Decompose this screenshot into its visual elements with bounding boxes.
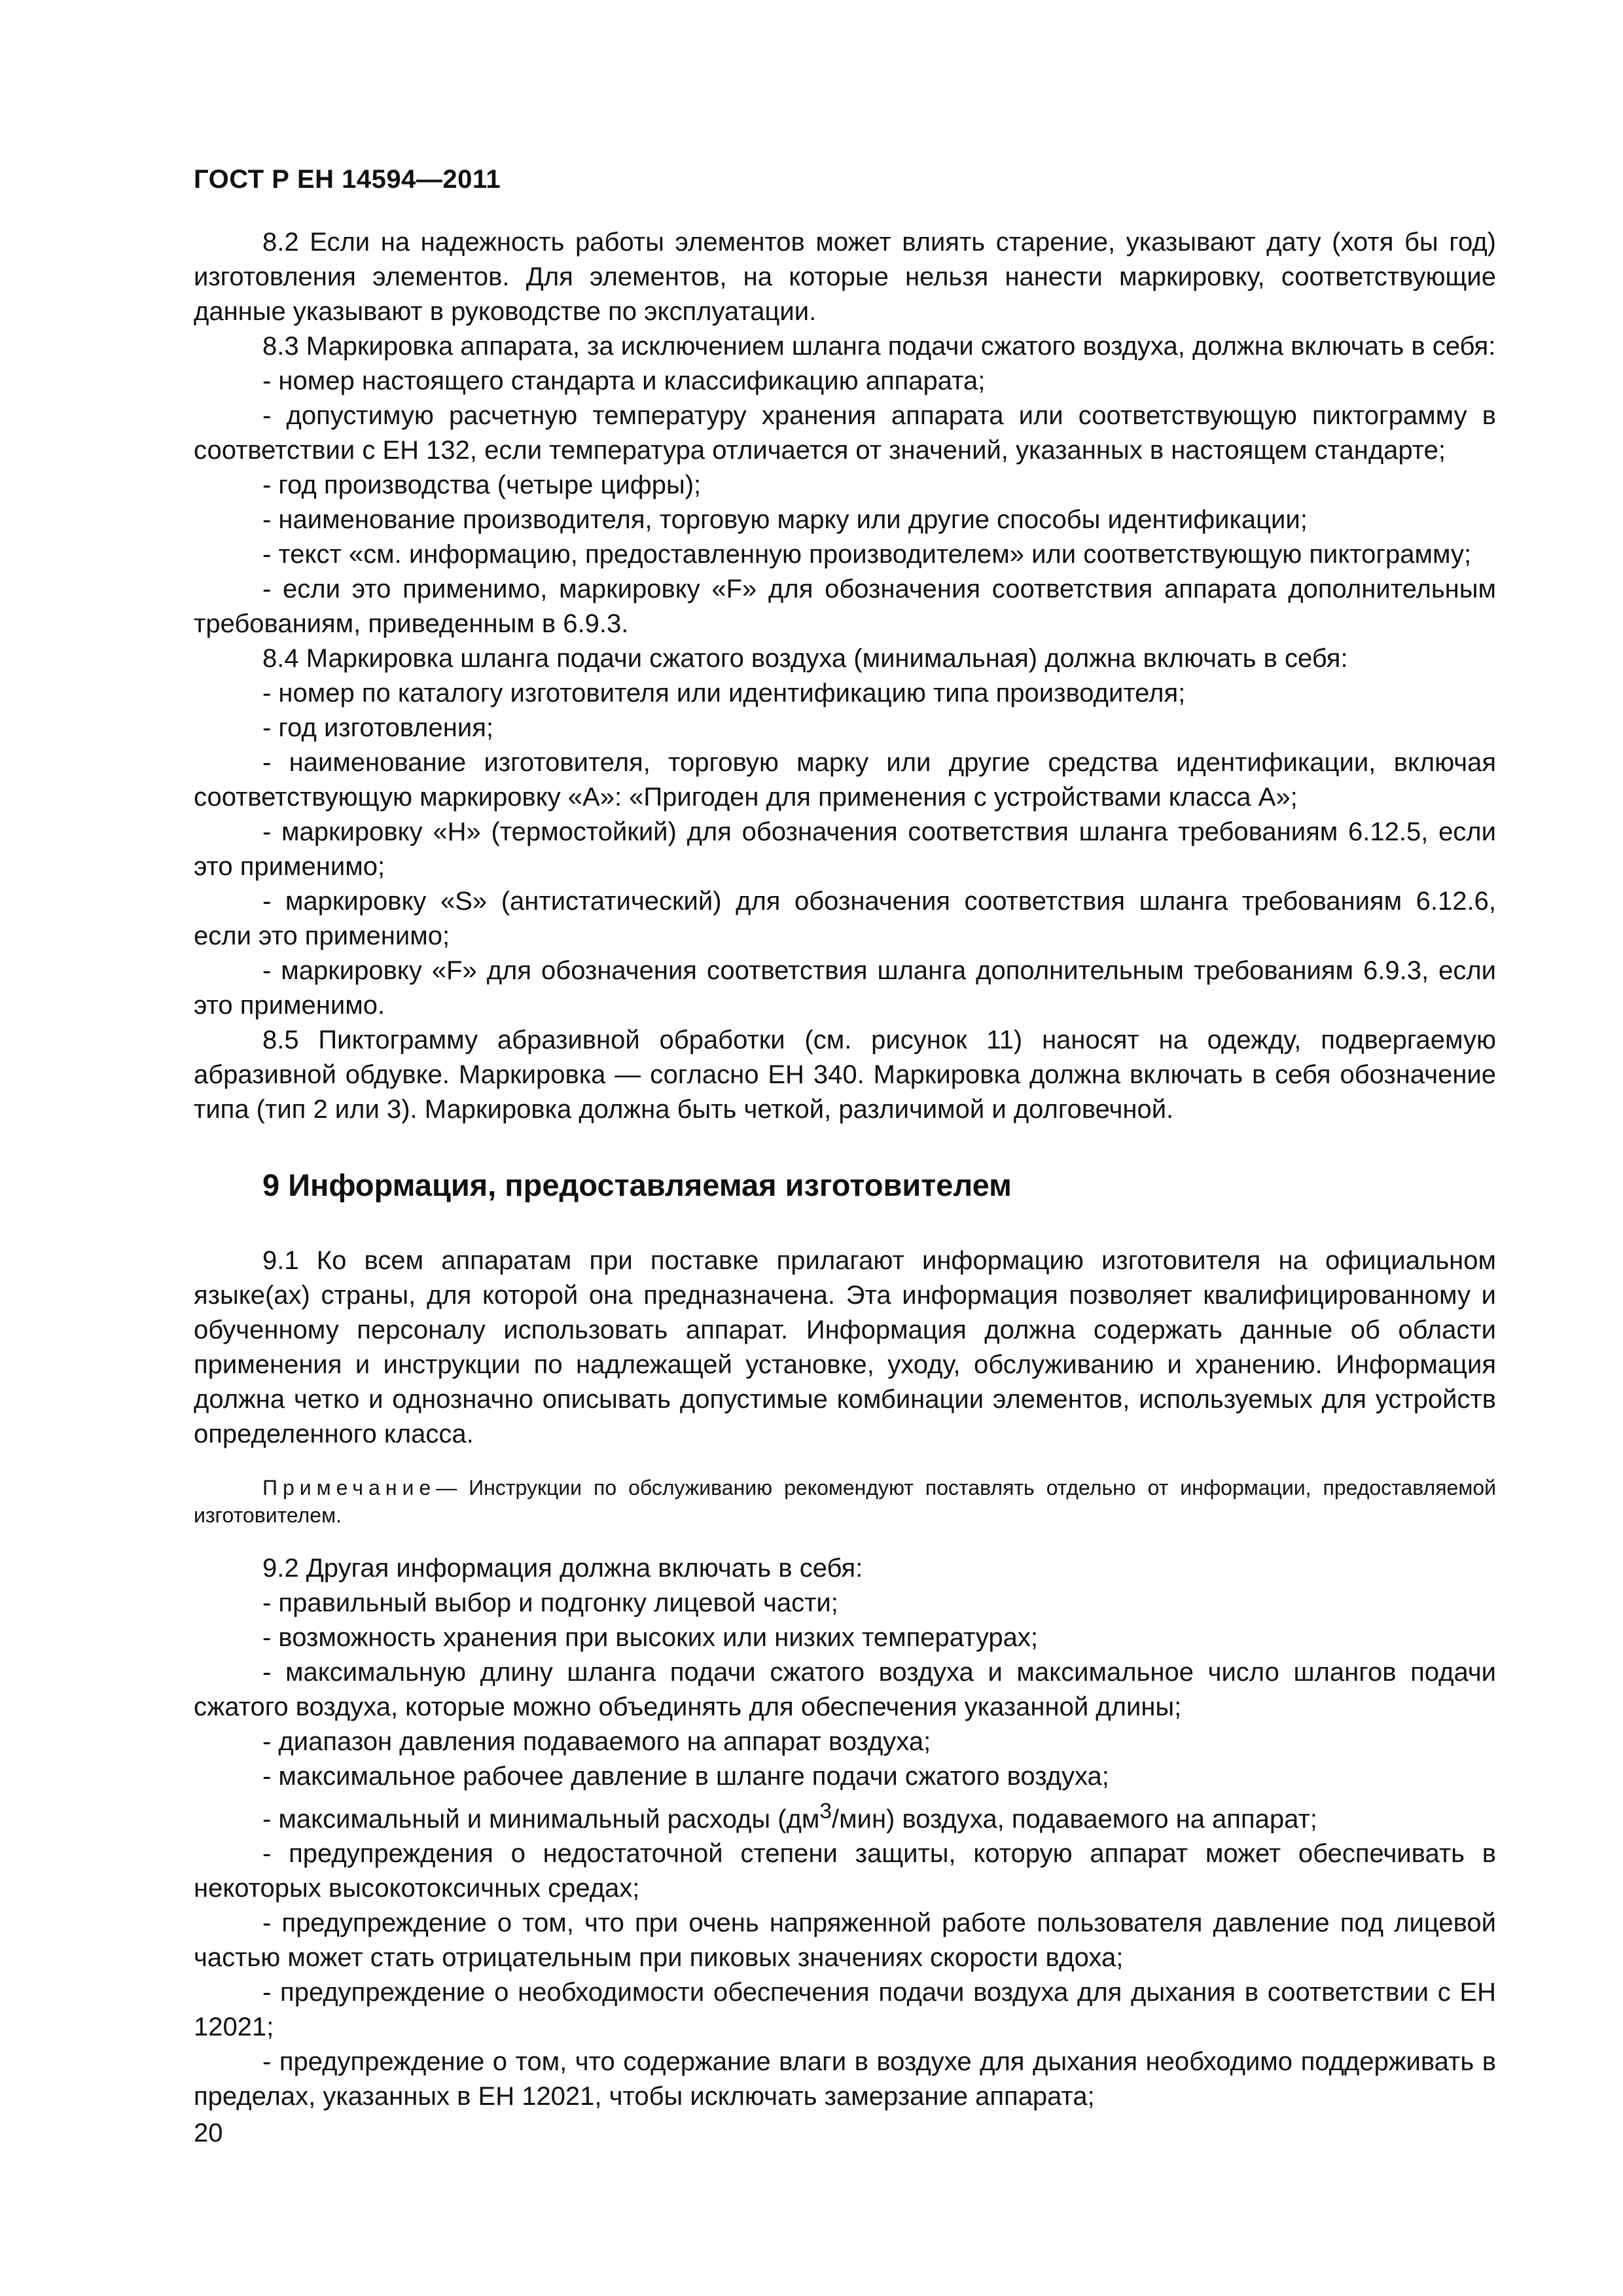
list-item: - максимальную длину шланга подачи сжатого воздуха и максимальное число шлангов подачи сжатого воздуха, которые можно объединять для обеспечения указанной длины; [194, 1658, 1496, 1721]
list-item: - номер настоящего стандарта и классификацию аппарата; [262, 367, 986, 395]
section-9-heading: 9 Информация, предоставляемая изготовителем [262, 1168, 1012, 1202]
list-item: - год производства (четыре цифры); [262, 471, 702, 499]
paragraph-8-5: 8.5 Пиктограмму абразивной обработки (см. рисунок 11) наносят на одежду, подвергаемую абразивной обдувке. Маркировка — согласно ЕН 340. Маркировка должна включать в себя обозначение типа (тип 2 или 3). Маркировка должна быть четкой, различимой и долговечной. [194, 1026, 1496, 1124]
list-item: - правильный выбор и подгонку лицевой части; [262, 1588, 838, 1617]
list-item-flow-rate [194, 1794, 1496, 1837]
list-item: - предупреждение о том, что при очень напряженной работе пользователя давление под лицевой частью может стать отрицательным при пиковых значениях скорости вдоха; [194, 1909, 1496, 1973]
paragraph-9-1: 9.1 Ко всем аппаратам при поставке прилагают информацию изготовителя на официальном языке(ах) страны, для которой она предназначена. Эта информация позволяет квалифицированному и обученному персоналу использовать аппарат. Информация должна содержать данные об области применения и инструкции по надлежащей установке, уходу, обслуживанию и хранению. Информация должна четко и однозначно описывать допустимые комбинации элементов, используемых для устройств определенного класса. [194, 1246, 1496, 1448]
paragraph-8-2: 8.2 Если на надежность работы элементов может влиять старение, указывают дату (хотя бы год) изготовления элементов. Для элементов, на которые нельзя нанести маркировку, соответствующие данные указывают в руководстве по эксплуатации. [194, 228, 1496, 326]
list-item: - диапазон давления подаваемого на аппарат воздуха; [262, 1727, 931, 1756]
note-label: Примечание [262, 1476, 437, 1499]
list-item: - предупреждения о недостаточной степени защиты, которую аппарат может обеспечивать в некоторых высокотоксичных средах; [194, 1839, 1496, 1903]
page-content [194, 225, 1496, 2114]
note-text: — Инструкции по обслуживанию рекомендуют поставлять отдельно от информации, предоставляемой изготовителем. [194, 1476, 1496, 1527]
list-item: - если это применимо, маркировку «F» для обозначения соответствия аппарата дополнительным требованиям, приведенным в 6.9.3. [194, 575, 1496, 638]
flow-text-before: - максимальный и минимальный расходы (дм [262, 1804, 820, 1834]
list-item: - маркировку «F» для обозначения соответствия шланга дополнительным требованиям 6.9.3, если это применимо. [194, 956, 1496, 1020]
list-item: - допустимую расчетную температуру хранения аппарата или соответствующую пиктограмму в соответствии с ЕН 132, если температура отличается от значений, указанных в настоящем стандарте; [194, 401, 1496, 465]
list-item: - возможность хранения при высоких или низких температурах; [262, 1623, 1039, 1652]
list-item: - предупреждение о том, что содержание влаги в воздухе для дыхания необходимо поддерживать в пределах, указанных в ЕН 12021, чтобы исключать замерзание аппарата; [194, 2047, 1496, 2111]
flow-superscript: 3 [819, 1799, 832, 1823]
page-number: 20 [194, 2119, 223, 2147]
list-item: - маркировку «S» (антистатический) для обозначения соответствия шланга требованиям 6.12.6, если это применимо; [194, 887, 1496, 950]
paragraph-9-2: 9.2 Другая информация должна включать в себя: [262, 1554, 863, 1583]
list-item: - наименование изготовителя, торговую марку или другие средства идентификации, включая соответствующую маркировку «А»: «Пригоден для применения с устройствами класса А»; [194, 748, 1496, 812]
flow-text-after: /мин) воздуха, подаваемого на аппарат; [831, 1804, 1317, 1834]
list-item: - наименование производителя, торговую марку или другие способы идентификации; [262, 505, 1308, 534]
list-item: - текст «см. информацию, предоставленную производителем» или соответствующую пиктограмму; [262, 540, 1472, 569]
paragraph-8-4: 8.4 Маркировка шланга подачи сжатого воздуха (минимальная) должна включать в себя: [262, 644, 1348, 673]
list-item: - номер по каталогу изготовителя или идентификацию типа производителя; [262, 679, 1186, 708]
note [194, 1474, 1496, 1529]
list-item: - год изготовления; [262, 713, 493, 742]
paragraph-8-3: 8.3 Маркировка аппарата, за исключением шланга подачи сжатого воздуха, должна включать в себя: [262, 332, 1496, 361]
list-item: - маркировку «Н» (термостойкий) для обозначения соответствия шланга требованиям 6.12.5, если это применимо; [194, 817, 1496, 881]
list-item: - предупреждение о необходимости обеспечения подачи воздуха для дыхания в соответствии с ЕН 12021; [194, 1978, 1496, 2042]
document-header: ГОСТ Р ЕН 14594—2011 [194, 165, 501, 194]
list-item: - максимальное рабочее давление в шланге подачи сжатого воздуха; [262, 1762, 1109, 1791]
